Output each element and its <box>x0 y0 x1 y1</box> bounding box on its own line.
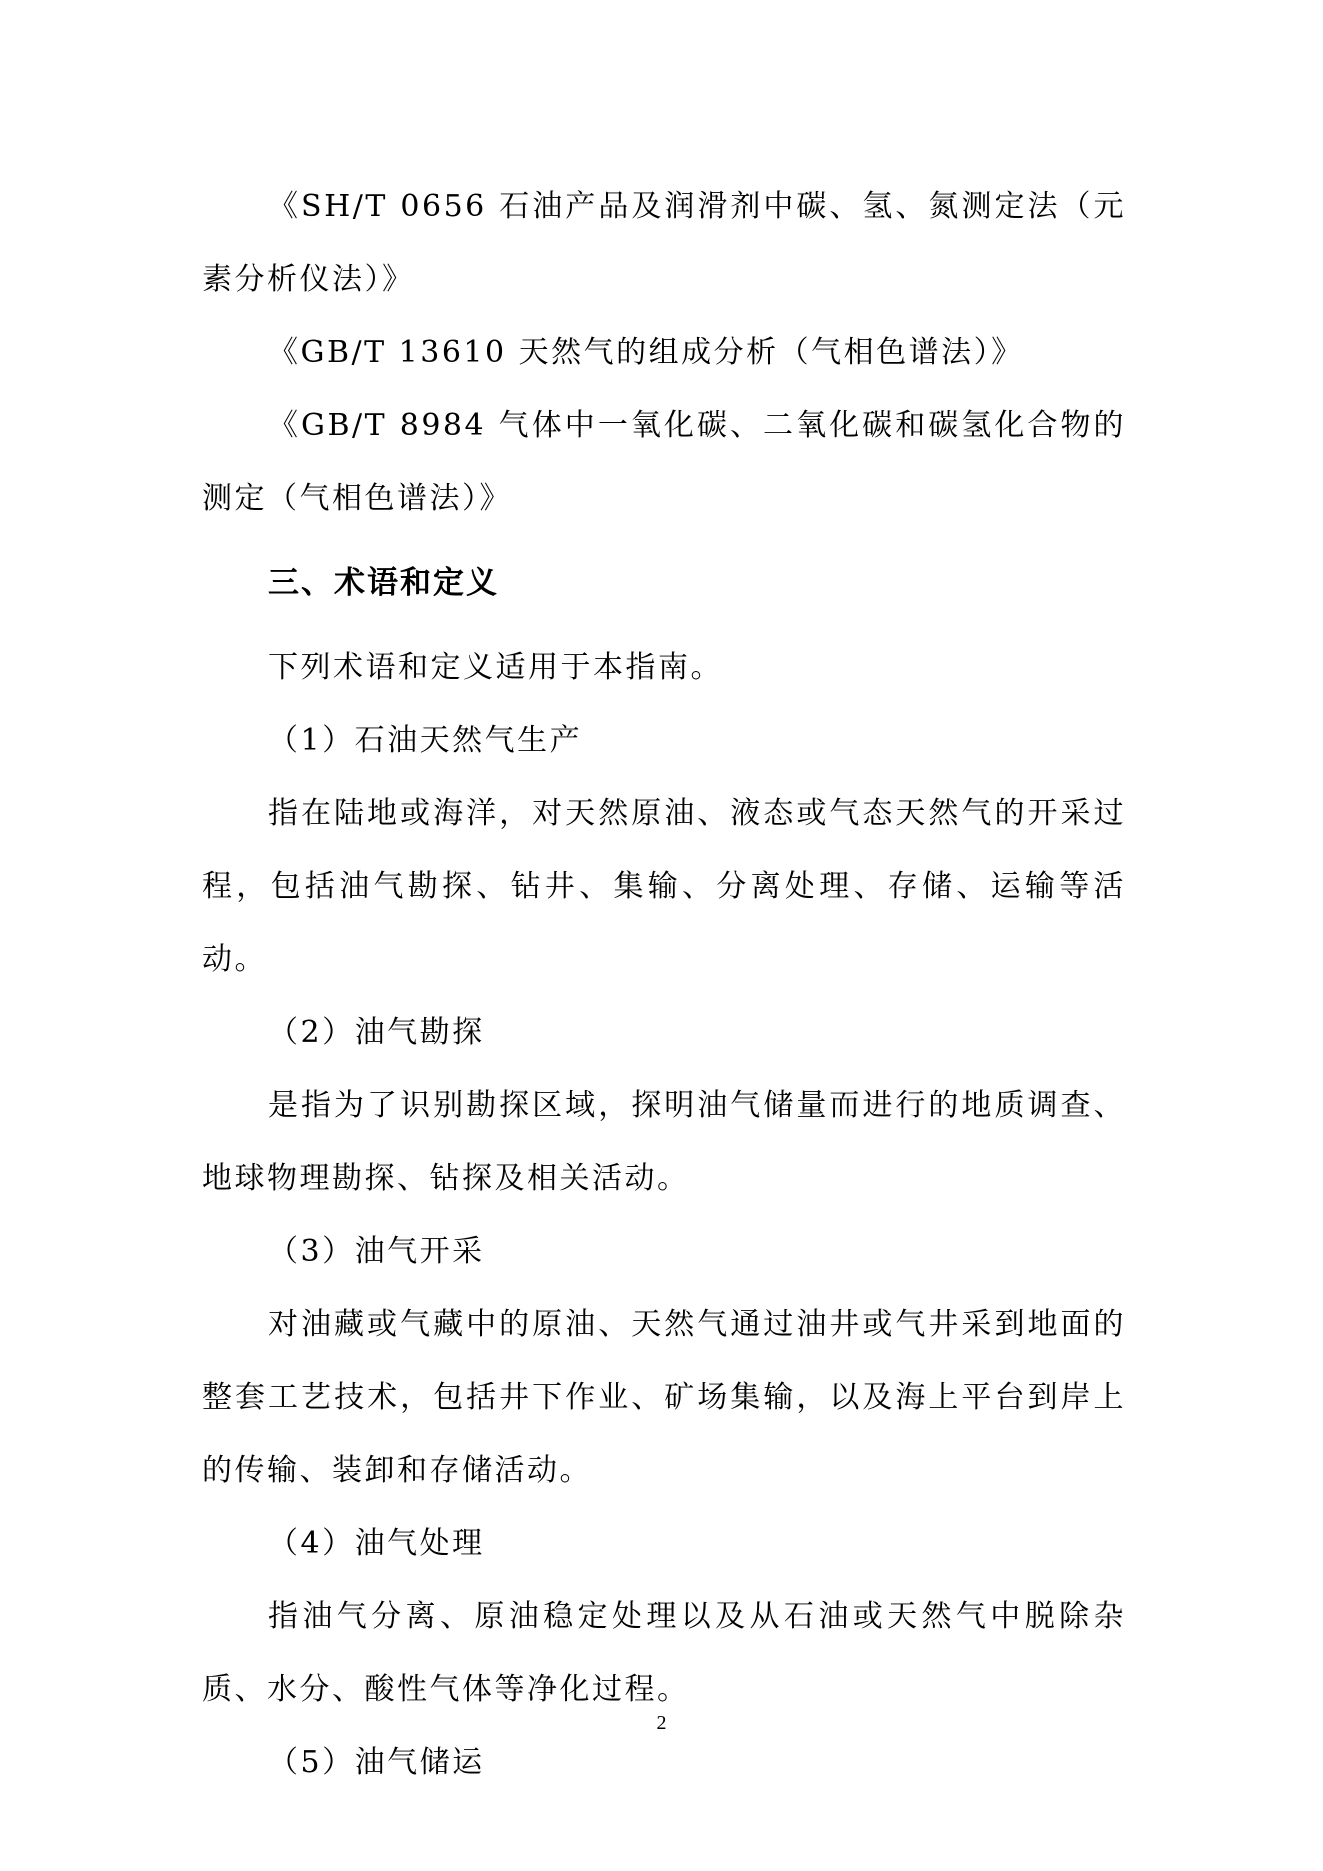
term-definition: 指油气分离、原油稳定处理以及从石油或天然气中脱除杂质、水分、酸性气体等净化过程。 <box>202 1599 1126 1707</box>
term-title: （5）油气储运 <box>268 1745 485 1780</box>
term-definition: 对油藏或气藏中的原油、天然气通过油井或气井采到地面的整套工艺技术，包括井下作业、矿场集输，以及海上平台到岸上的传输、装卸和存储活动。 <box>202 1307 1126 1488</box>
document-body <box>202 170 1126 1799</box>
term-title: （4）油气处理 <box>268 1526 485 1561</box>
page-number: 2 <box>656 1712 667 1734</box>
term-title: （1）石油天然气生产 <box>268 723 583 758</box>
reference-item: 《GB/T 8984 气体中一氧化碳、二氧化碳和碳氢化合物的测定（气相色谱法）》 <box>202 408 1126 516</box>
term-definition: 指在陆地或海洋，对天然原油、液态或气态天然气的开采过程，包括油气勘探、钻井、集输、分离处理、存储、运输等活动。 <box>202 796 1126 977</box>
reference-item: 《SH/T 0656 石油产品及润滑剂中碳、氢、氮测定法（元素分析仪法）》 <box>202 189 1126 297</box>
term-title: （3）油气开采 <box>268 1234 485 1269</box>
term-definition: 是指为了识别勘探区域，探明油气储量而进行的地质调查、地球物理勘探、钻探及相关活动。 <box>202 1088 1126 1196</box>
term-title: （2）油气勘探 <box>268 1015 485 1050</box>
section-title: 三、术语和定义 <box>268 565 499 601</box>
reference-item: 《GB/T 13610 天然气的组成分析（气相色谱法）》 <box>268 335 1024 370</box>
section-intro: 下列术语和定义适用于本指南。 <box>268 650 723 685</box>
